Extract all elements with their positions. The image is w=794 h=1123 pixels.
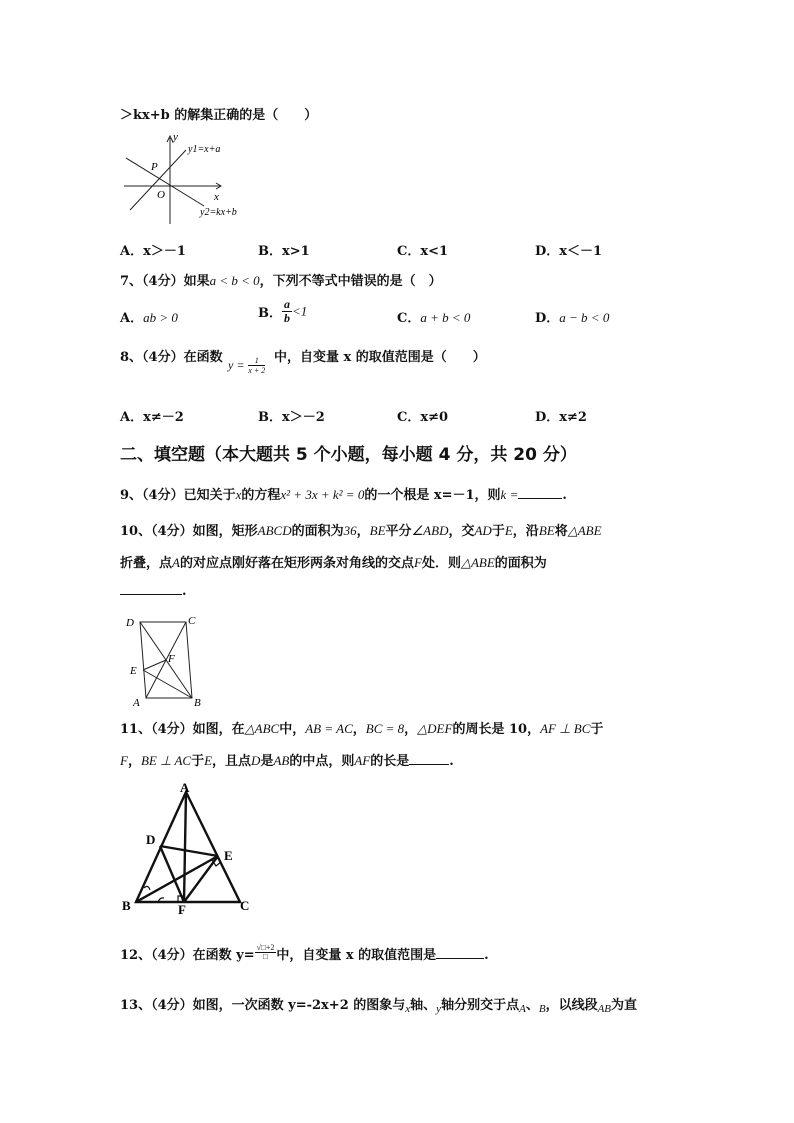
q6-x-axis-label: x (214, 191, 219, 203)
q8-option-d[interactable]: D．x≠2 (535, 410, 587, 425)
q6-point-p-label: P (151, 161, 158, 173)
q9-answer-blank[interactable] (518, 498, 562, 499)
q10-label-c: C (188, 615, 196, 627)
q10-answer-blank[interactable] (120, 594, 182, 595)
q10-line3: . (120, 584, 187, 599)
q10-label-b: B (194, 697, 201, 708)
q11-label-a: A (180, 780, 190, 795)
q11-label-c: C (240, 898, 250, 913)
q6-line2-label: y2=kx+b (200, 207, 237, 218)
q7-number: 7、（4分）如果 (120, 274, 210, 289)
q11-label-e: E (224, 848, 233, 863)
q8-tail: 中，自变量 x 的取值范围是（ ） (274, 350, 486, 365)
q8-option-a[interactable]: A．x≠－2 (120, 410, 184, 425)
q7-option-b[interactable]: B． $\frac{a}{b}$ <1 (258, 297, 308, 325)
q13-question: 13、（4分）如图，一次函数 y=-2x+2 的图象与$_x$轴、$_y$轴分别交于点$_A$、$_B$，以线段$_{AB}$为直 (120, 998, 638, 1015)
q11-answer-blank[interactable] (409, 764, 449, 765)
q10-label-d: D (126, 617, 134, 629)
q10-label-e: E (130, 665, 137, 677)
q8-function: y = $\frac{1}{x + 2}$ (228, 356, 266, 375)
q7-option-a[interactable]: A．ab > 0 (120, 310, 178, 326)
q7-option-c[interactable]: C．a + b < 0 (397, 310, 471, 326)
q10-figure (120, 612, 210, 708)
q8-lead: 8、（4分）在函数 (120, 350, 223, 365)
q7-condition: a < b < 0 (209, 273, 260, 288)
q6-graph (120, 128, 260, 228)
q8-option-c[interactable]: C．x≠0 (397, 410, 449, 425)
q8-option-b[interactable]: B．x＞－2 (258, 410, 325, 425)
q6-origin-label: O (157, 189, 165, 201)
q7-tail: ，下列不等式中错误的是（ ） (259, 274, 442, 289)
q6-option-b[interactable]: B．x>1 (258, 244, 310, 259)
q10-line2: 折叠，点A的对应点刚好落在矩形两条对角线的交点F处．则△ABE的面积为 (120, 555, 547, 571)
q6-line1-label: y1=x+a (188, 144, 221, 155)
q10-label-a: A (133, 697, 140, 708)
q9-question: 9、（4分）已知关于x的方程x² + 3x + k² = 0的一个根是 x=－1，则k = . (120, 487, 567, 503)
q6-intro: ＞kx+b 的解集正确的是（ ） (120, 108, 318, 123)
q6-option-d[interactable]: D．x＜－1 (535, 244, 603, 259)
q12-answer-blank[interactable] (436, 958, 484, 959)
q7-question (120, 270, 442, 289)
q11-line1: 11、（4分）如图，在△ABC中，AB = AC，BC = 8，△DEF的周长是 10，AF ⊥ BC于 (120, 721, 604, 737)
q11-line2: F，BE ⊥ AC于E，且点D是AB的中点，则AF的长是 . (120, 753, 454, 769)
q10-line1: 10、（4分）如图，矩形ABCD的面积为36，BE平分∠ABD，交AD于E，沿BE将△ABE (120, 523, 602, 539)
q6-option-a[interactable]: A．x＞－1 (120, 244, 186, 259)
q11-label-b: B (122, 898, 131, 913)
q12-question: 12、（4分）在函数 y= $\frac{√□+2}{□}$ 中，自变量 x 的取值范围是 . (120, 943, 489, 963)
q6-y-axis-label: y (173, 131, 178, 143)
q11-label-f: F (178, 902, 186, 914)
q11-figure (120, 778, 260, 914)
section-title: 二、填空题（本大题共 5 个小题，每小题 4 分，共 20 分） (120, 445, 577, 465)
q7-option-d[interactable]: D．a − b < 0 (535, 310, 610, 326)
q10-label-f: F (168, 653, 175, 665)
q11-label-d: D (146, 832, 156, 847)
q6-option-c[interactable]: C．x<1 (397, 244, 449, 259)
